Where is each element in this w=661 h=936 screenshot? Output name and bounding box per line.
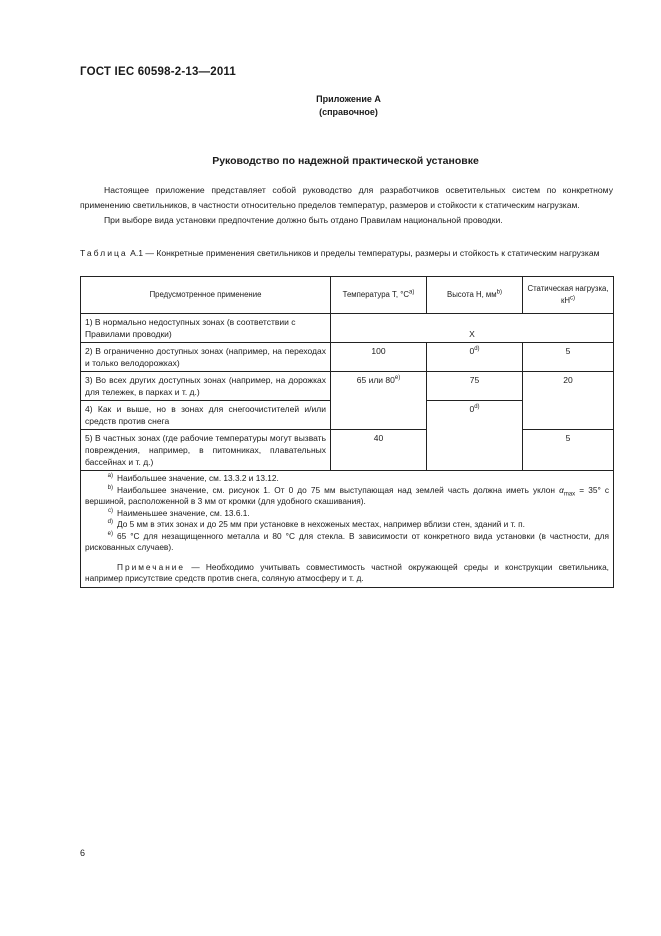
row-5-temperature: 40	[331, 430, 427, 471]
row-3-4-load: 20	[523, 372, 614, 430]
footnote-d: $^{d)}$ До 5 мм в этих зонах и до 25 мм при установке в нехоженых местах, например вблизи стен, зданий и т. п.	[107, 519, 525, 529]
standard-header: ГОСТ IEC 60598-2-13—2011	[80, 66, 236, 78]
row-2-temperature: 100	[331, 343, 427, 372]
footnote-b: $^{b)}$ Наибольшее значение, см. рисунок 1. От 0 до 75 мм выступающая над землей часть должна иметь уклон $\alpha_{max} = 35^\circ$ с вершиной, расположенной в 3 мм от кромки (для удобного скашивания).	[85, 484, 609, 506]
header-application: Предусмотренное применение	[81, 277, 331, 314]
table-notes-row	[81, 471, 614, 588]
table-caption-text: А.1 — Конкретные применения светильников и пределы температуры, размеры и стойкость к статическим нагрузкам	[130, 248, 600, 258]
row-3-height: 75	[427, 372, 523, 401]
row-3-4-temperature: 65 или 80$^{e)}$	[331, 372, 427, 430]
row-5-application: 5) В частных зонах (где рабочие температуры могут вызвать повреждения, например, в питомниках, плавательных бассейнах и т. д.)	[81, 430, 331, 471]
header-temperature: Температура T, $^\circ C^{a)}$	[331, 277, 427, 314]
header-height: Высота H, $мм^{b)}$	[427, 277, 523, 314]
table-footnotes	[81, 471, 614, 588]
table-row	[81, 343, 614, 372]
footnote-c: $^{c)}$ Наименьшее значение, см. 13.6.1.	[108, 507, 250, 518]
installation-paragraph: При выборе вида установки предпочтение должно быть отдано Правилам национальной проводки.	[104, 215, 503, 225]
table-header-row	[81, 277, 614, 314]
table-row	[81, 372, 614, 401]
table-caption-label: Таблица	[80, 248, 128, 258]
row-4-5-height: 0$^{d)}$	[427, 401, 523, 471]
row-5-load: 5	[523, 430, 614, 471]
row-2-application: 2) В ограниченно доступных зонах (например, на переходах и только велодорожках)	[81, 343, 331, 372]
footnote-e: $^{e)}$ 65 °C для незащищенного металла и 80 °C для стекла. В зависимости от конкретного вида установки (в частности, для рискованных случаев).	[85, 530, 609, 552]
row-1-application: 1) В нормально недоступных зонах (в соответствии с Правилами проводки)	[81, 314, 331, 343]
table-row	[81, 430, 614, 471]
footnote-a: $^{a)}$ Наибольшее значение, см. 13.3.2 и 13.12.	[107, 473, 279, 483]
row-2-height: 0$^{d)}$	[427, 343, 523, 372]
document-title: Руководство по надежной практической установке	[212, 155, 479, 167]
row-3-application: 3) Во всех других доступных зонах (например, на дорожках для тележек, в парках и т. д.)	[81, 372, 331, 401]
row-4-application: 4) Как и выше, но в зонах для снегоочистителей и/или средств против снега	[81, 401, 331, 430]
row-1-value: X	[331, 314, 614, 343]
table-note: Примечание — Необходимо учитывать совместимость частной окружающей среды и конструкции светильника, например присутствие средств против снега, соляную атмосферу и т. д.	[85, 561, 609, 583]
row-2-load: 5	[523, 343, 614, 372]
intro-paragraph: Настоящее приложение представляет собой руководство для разработчиков осветительных систем по конкретному применению светильников, в частности относительно пределов температур, размеров и стойкости к статическим нагрузкам.	[80, 185, 613, 210]
header-load: Статическая нагрузка, $кН^{c)}$	[523, 277, 614, 314]
page-number: 6	[80, 848, 86, 858]
appendix-subtitle: (справочное)	[319, 106, 378, 117]
applications-table	[80, 276, 614, 588]
table-row	[81, 314, 614, 343]
table-caption	[80, 247, 613, 260]
intro-text	[80, 183, 613, 228]
appendix-heading	[0, 93, 661, 118]
appendix-title: Приложение А	[316, 94, 381, 104]
